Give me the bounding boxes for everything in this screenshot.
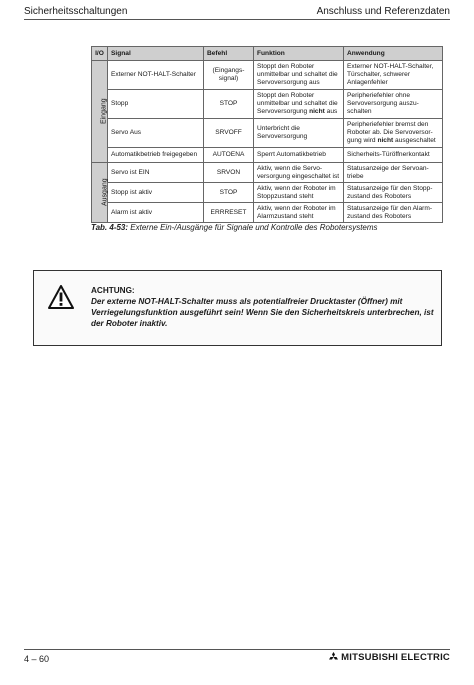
befehl-cell: AUTOENA (204, 148, 254, 163)
group-label-eingang: Eingang (92, 61, 108, 163)
warning-message: Der externe NOT-HALT-Schalter muss als potentialfreier Drucktaster (Öffner) mit Verriegelungsfunktion ausgeführt sein! Wenn Sie den Sicherheitskreis unterbrechen, ist der Roboter inaktiv. (91, 297, 434, 328)
anwendung-cell: Statusanzeige für den Stopp-zustand des Roboters (344, 183, 443, 203)
anwendung-cell: Statusanzeige der Servoan-triebe (344, 163, 443, 183)
group-label-ausgang: Ausgang (92, 163, 108, 223)
caption-text: Externe Ein-/Ausgänge für Signale und Kontrolle des Robotersystems (130, 223, 378, 232)
funktion-cell: Aktiv, wenn die Servo-versorgung eingeschaltet ist (254, 163, 344, 183)
anwendung-cell: Peripheriefehler bremst den Roboter ab. Die Servoversor-gung wird nicht ausgeschaltet (344, 119, 443, 148)
signal-cell: Servo ist EIN (108, 163, 204, 183)
funktion-cell: Aktiv, wenn der Roboter im Stoppzustand steht (254, 183, 344, 203)
befehl-cell: SRVON (204, 163, 254, 183)
warning-text-block (91, 285, 436, 329)
warning-title: ACHTUNG: (91, 286, 135, 295)
funktion-cell: Unterbricht die Servoversorgung (254, 119, 344, 148)
mitsubishi-diamonds-icon (328, 652, 339, 662)
column-header-signal: Signal (108, 47, 204, 61)
signal-cell: Alarm ist aktiv (108, 203, 204, 223)
funktion-cell: Stoppt den Roboter unmittelbar und schaltet die Servoversorgung nicht aus (254, 90, 344, 119)
table-row (92, 163, 443, 183)
befehl-cell: (Eingangs-signal) (204, 61, 254, 90)
anwendung-cell: Statusanzeige für den Alarm-zustand des Roboters (344, 203, 443, 223)
signal-cell: Servo Aus (108, 119, 204, 148)
befehl-cell: SRVOFF (204, 119, 254, 148)
befehl-cell: ERRRESET (204, 203, 254, 223)
table-row (92, 148, 443, 163)
signal-table (91, 46, 443, 223)
signal-cell: Stopp (108, 90, 204, 119)
column-header-befehl: Befehl (204, 47, 254, 61)
table-row (92, 183, 443, 203)
befehl-cell: STOP (204, 183, 254, 203)
header-rule (24, 19, 450, 20)
column-header-funktion: Funktion (254, 47, 344, 61)
column-header-io: I/O (92, 47, 108, 61)
table-row (92, 61, 443, 90)
warning-triangle-icon (48, 285, 74, 309)
signal-cell: Automatikbetrieb freigegeben (108, 148, 204, 163)
running-header-left: Sicherheitsschaltungen (24, 6, 128, 17)
funktion-cell: Stoppt den Roboter unmittelbar und schaltet die Servoversorgung aus (254, 61, 344, 90)
brand-name: MITSUBISHI ELECTRIC (341, 652, 450, 663)
page-number: 4 – 60 (24, 654, 50, 664)
table-row (92, 90, 443, 119)
anwendung-cell: Externer NOT-HALT-Schalter, Türschalter, schwerer Anlagenfehler (344, 61, 443, 90)
funktion-cell: Aktiv, wenn der Roboter im Alarmzustand steht (254, 203, 344, 223)
table-row (92, 203, 443, 223)
signal-cell: Externer NOT-HALT-Schalter (108, 61, 204, 90)
befehl-cell: STOP (204, 90, 254, 119)
caption-number: Tab. 4-53: (91, 223, 129, 232)
table-caption (91, 223, 378, 232)
brand-logo (328, 652, 450, 663)
running-header-right: Anschluss und Referenzdaten (316, 6, 450, 17)
table-row (92, 119, 443, 148)
footer-rule (24, 649, 450, 650)
anwendung-cell: Sicherheits-Türöffnerkontakt (344, 148, 443, 163)
anwendung-cell: Peripheriefehler ohne Servoversorgung auszu-schalten (344, 90, 443, 119)
column-header-anwendung: Anwendung (344, 47, 443, 61)
table-header-row (92, 47, 443, 61)
funktion-cell: Sperrt Automatikbetrieb (254, 148, 344, 163)
signal-cell: Stopp ist aktiv (108, 183, 204, 203)
warning-box (33, 270, 442, 346)
